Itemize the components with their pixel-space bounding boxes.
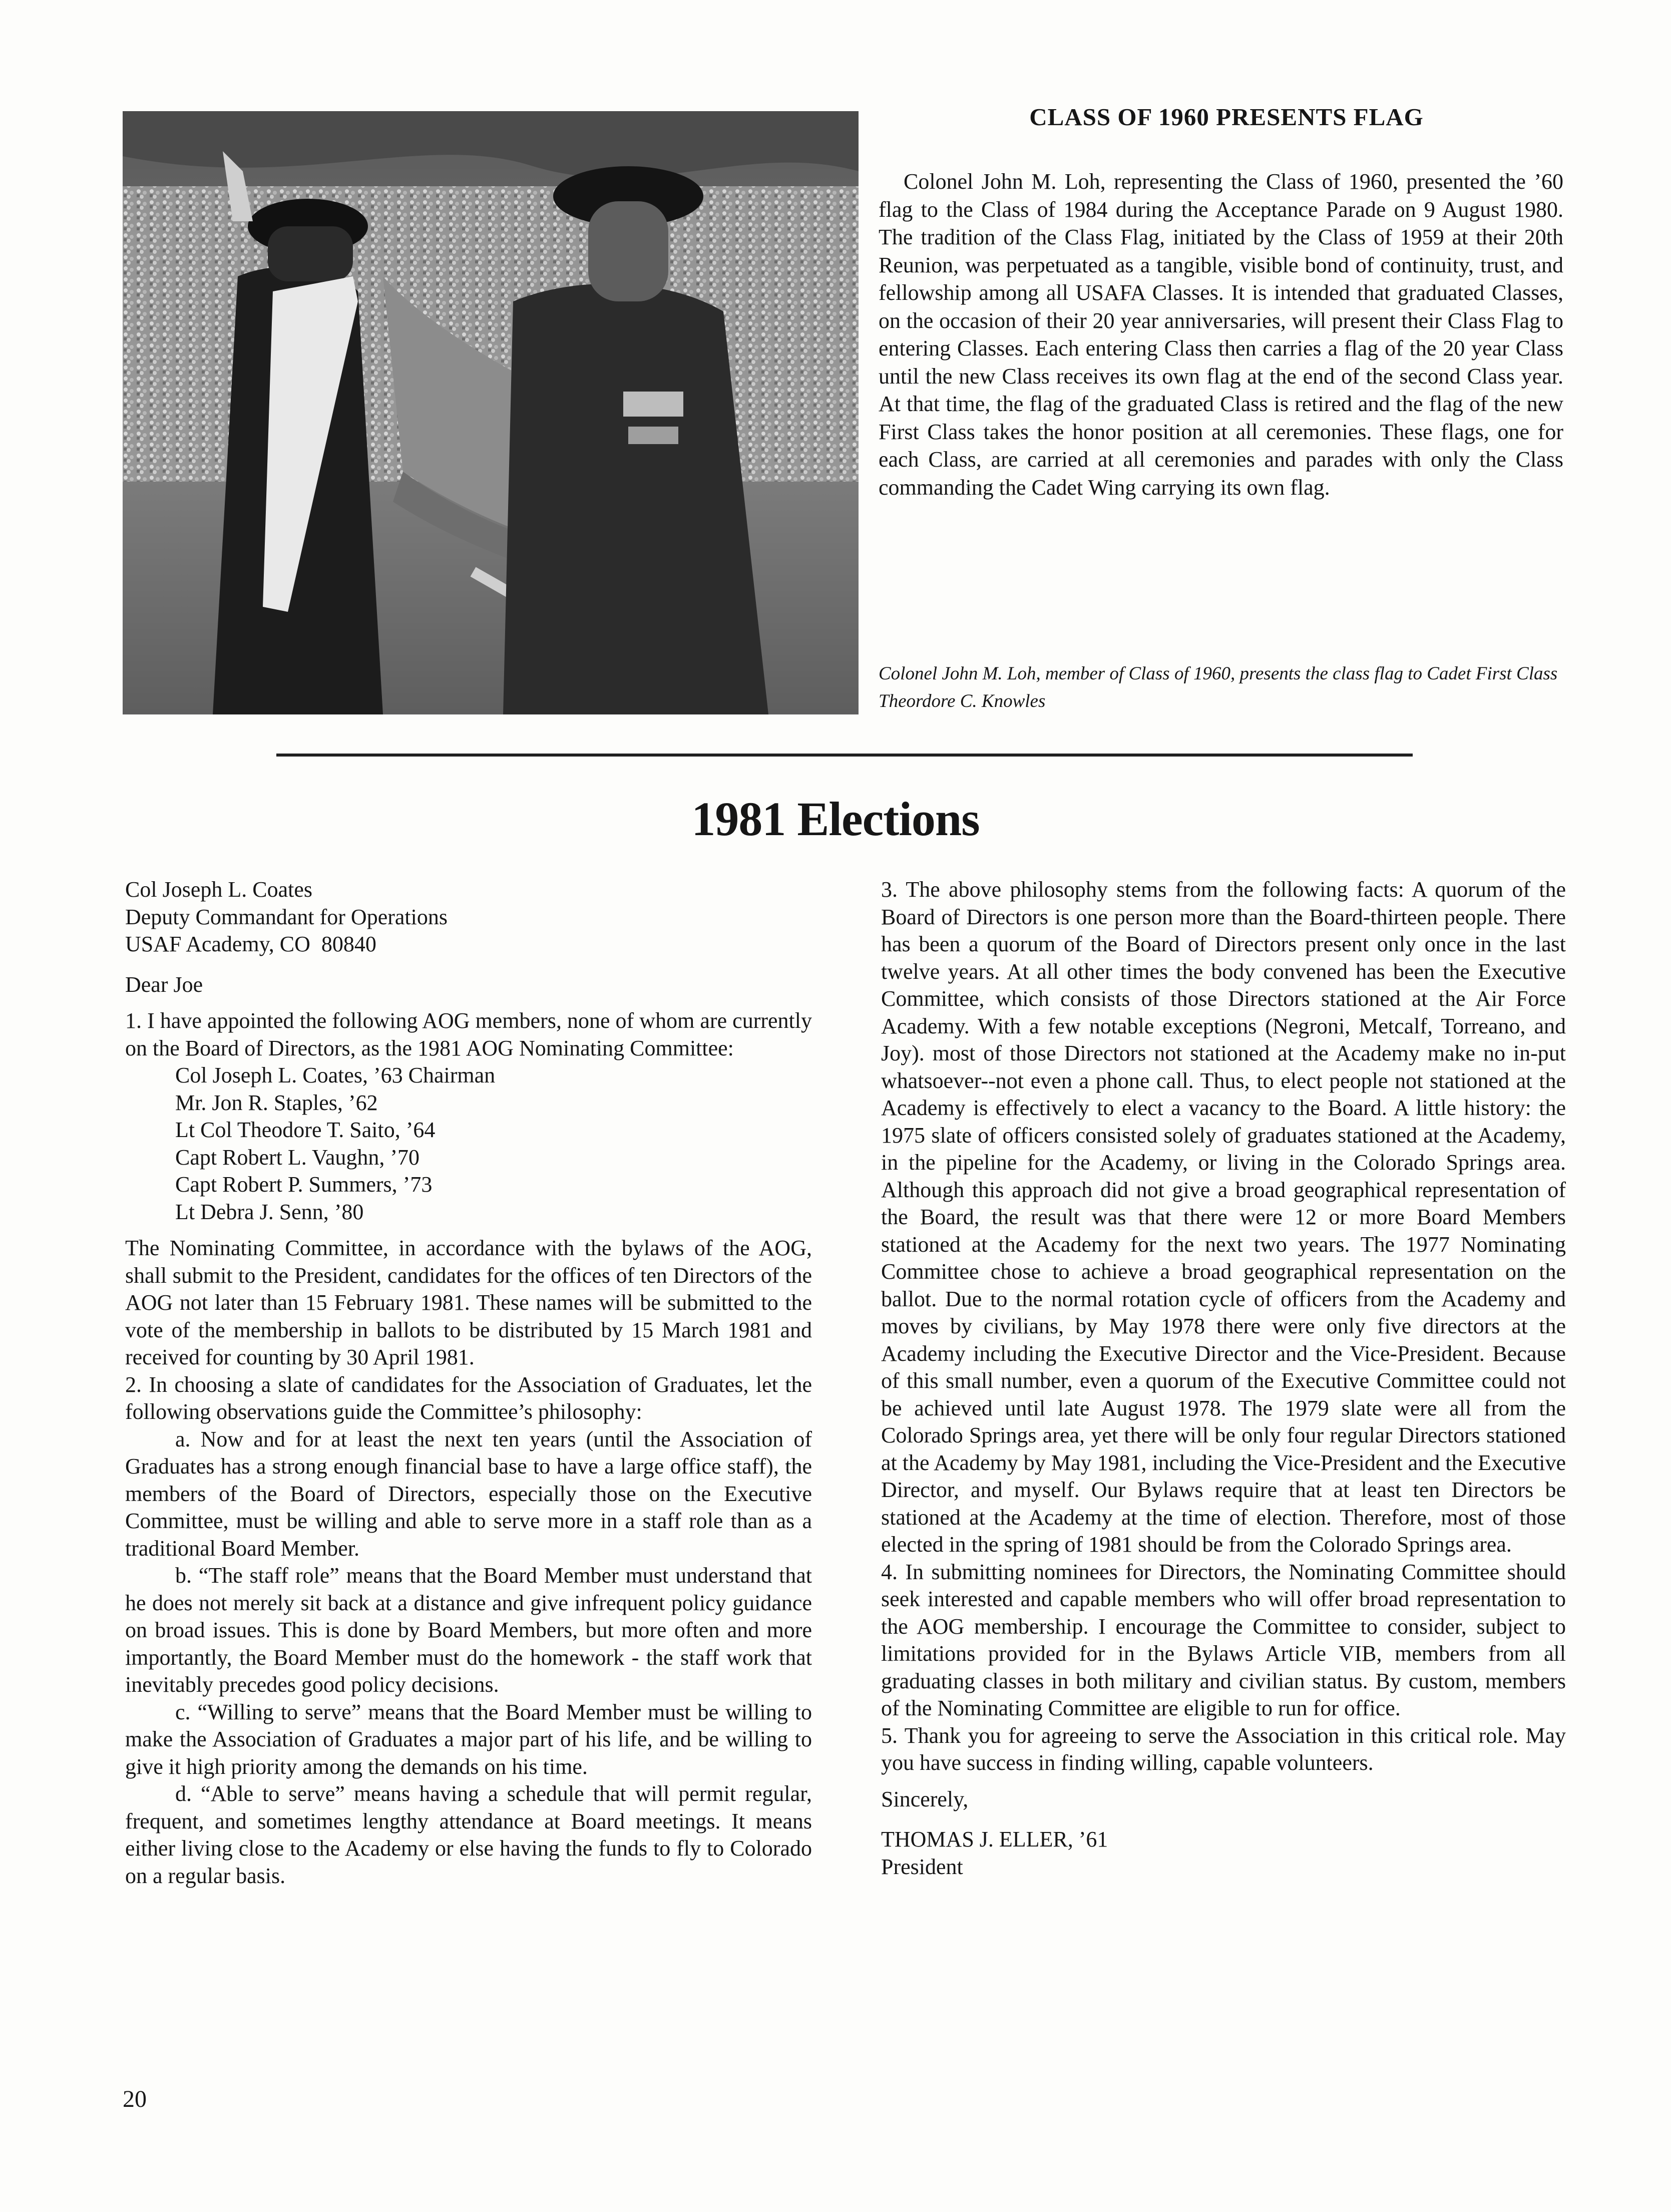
- closing: Sincerely,: [881, 1786, 969, 1811]
- flag-article-title: CLASS OF 1960 PRESENTS FLAG: [1029, 103, 1424, 131]
- photo-caption: Colonel John M. Loh, member of Class of 1960, presents the class flag to Cadet First Class Theordore C. Knowles: [879, 663, 1558, 711]
- paragraph-5: 5. Thank you for agreeing to serve the Association in this critical role. May you have success in finding willing, capable volunteers.: [881, 1723, 1566, 1775]
- paragraph-2: 2. In choosing a slate of candidates for the Association of Graduates, let the following observations guide the Committee’s philosophy:: [125, 1372, 812, 1424]
- photo-illustration: [123, 111, 859, 714]
- committee-member: Mr. Jon R. Staples, ’62: [175, 1090, 378, 1115]
- letter-left-column: [125, 876, 812, 1890]
- letter-right-column: [881, 876, 1566, 1881]
- elections-heading: 1981 Elections: [691, 792, 980, 846]
- section-divider: [276, 754, 1413, 757]
- paragraph-2d: d. “Able to serve” means having a schedule that will permit regular, frequent, and sometimes lengthy attendance at Board meetings. It means either living close to the Academy or else having the funds to fly to Colorado on a regular basis.: [125, 1781, 812, 1888]
- paragraph-3: 3. The above philosophy stems from the following facts: A quorum of the Board of Directors is one person more than the Board-thirteen people. There has been a quorum of the Board of Directors present only once in the last twelve years. At all other times the body convened has been the Executive Committee, which consists of those Directors stationed at the Air Force Academy. With a few notable exceptions (Negroni, Metcalf, Torreano, and Joy). most of those Directors not stationed at the Academy make no in-put whatsoever--not even a phone call. Thus, to elect people not stationed at the Academy is effectively to elect a vacancy to the Board. A little history: the 1975 slate of officers consisted solely of graduates stationed at the Academy, in the pipeline for the Academy, or living in the Colorado Springs area. Although this approach did not give a broad geographical representation of the Board, the result was that there were 12 or more Board Members stationed at the Academy for the next two years. The 1977 Nominating Committee chose to achieve a broad geographical representation on the ballot. Due to the normal rotation cycle of officers from the Academy and moves by civilians, by May 1978 there were only five directors at the Academy including the Executive Director and the Vice-President. Because of this small number, even a quorum of the Executive Committee could not be achieved until late August 1978. The 1979 slate were all from the Colorado Springs area, yet there will be only four regular Directors stationed at the Academy by May 1981, including the Vice-President and the Executive Director, and myself. Our Bylaws require that at least ten Directors be stationed at the Academy at the time of election. Therefore, most of those elected in the spring of 1981 should be from the Colorado Springs area.: [881, 877, 1566, 1557]
- flag-presentation-photo: [123, 111, 859, 714]
- committee-member: Col Joseph L. Coates, ’63 Chairman: [175, 1063, 496, 1087]
- flag-article-body: Colonel John M. Loh, representing the Class of 1960, presented the ’60 flag to the Class of 1984 during the Acceptance Parade on 9 August 1980. The tradition of the Class Flag, initiated by the Class of 1959 at their 20th Reunion, was perpetuated as a tangible, visible bond of continuity, trust, and fellowship among all USAFA Classes. It is intended that graduated Classes, on the occasion of their 20 year anniversaries, will present their Class Flag to entering Classes. Each entering Class then carries a flag of the 20 year Class until the new Class receives its own flag at the end of the second Class year. At that time, the flag of the graduated Class is retired and the flag of the new First Class takes the honor position at all ceremonies. These flags, one for each Class, are carried at all ceremonies and parades with only the Class commanding the Cadet Wing carrying its own flag.: [879, 169, 1563, 500]
- signer-title: President: [881, 1854, 963, 1879]
- paragraph-2c: c. “Willing to serve” means that the Board Member must be willing to make the Association of Graduates a major part of his life, and be willing to give it high priority among the demands on his time.: [125, 1699, 812, 1779]
- paragraph-1: 1. I have appointed the following AOG members, none of whom are currently on the Board of Directors, as the 1981 AOG Nominating Committee:: [125, 1008, 812, 1060]
- nominating-paragraph: The Nominating Committee, in accordance with the bylaws of the AOG, shall submit to the President, candidates for the offices of ten Directors of the AOG not later than 15 February 1981. These names will be submitted to the vote of the membership in ballots to be distributed by 15 March 1981 and received for counting by 30 April 1981.: [125, 1236, 812, 1369]
- committee-member: Capt Robert P. Summers, ’73: [175, 1172, 433, 1197]
- paragraph-4: 4. In submitting nominees for Directors, the Nominating Committee should seek interested and capable members who will offer broad representation to the AOG membership. I encourage the Committee to consider, subject to limitations provided for in the Bylaws Article VIB, members from all graduating classes in both military and civilian status. By custom, members of the Nominating Committee are eligible to run for office.: [881, 1559, 1566, 1720]
- address-line: USAF Academy, CO 80840: [125, 932, 376, 956]
- page-number: 20: [123, 2086, 147, 2112]
- address-line: Col Joseph L. Coates: [125, 877, 312, 902]
- signer-name: THOMAS J. ELLER, ’61: [881, 1827, 1108, 1852]
- committee-member: Lt Debra J. Senn, ’80: [175, 1199, 364, 1224]
- paragraph-2b: b. “The staff role” means that the Board Member must understand that he does not merely sit back at a distance and give infrequent policy guidance on broad issues. This is done by Board Members, but more often and more importantly, the Board Member must do the homework - the staff work that inevitably precedes good policy decisions.: [125, 1563, 812, 1697]
- committee-member: Lt Col Theodore T. Saito, ’64: [175, 1118, 436, 1142]
- salutation: Dear Joe: [125, 972, 203, 997]
- committee-member: Capt Robert L. Vaughn, ’70: [175, 1145, 420, 1170]
- address-line: Deputy Commandant for Operations: [125, 904, 448, 929]
- paragraph-2a: a. Now and for at least the next ten years (until the Association of Graduates has a strong enough financial base to have a large office staff), the members of the Board of Directors, especially those on the Executive Committee, must be willing and able to serve more in a staff role than as a traditional Board Member.: [125, 1426, 812, 1561]
